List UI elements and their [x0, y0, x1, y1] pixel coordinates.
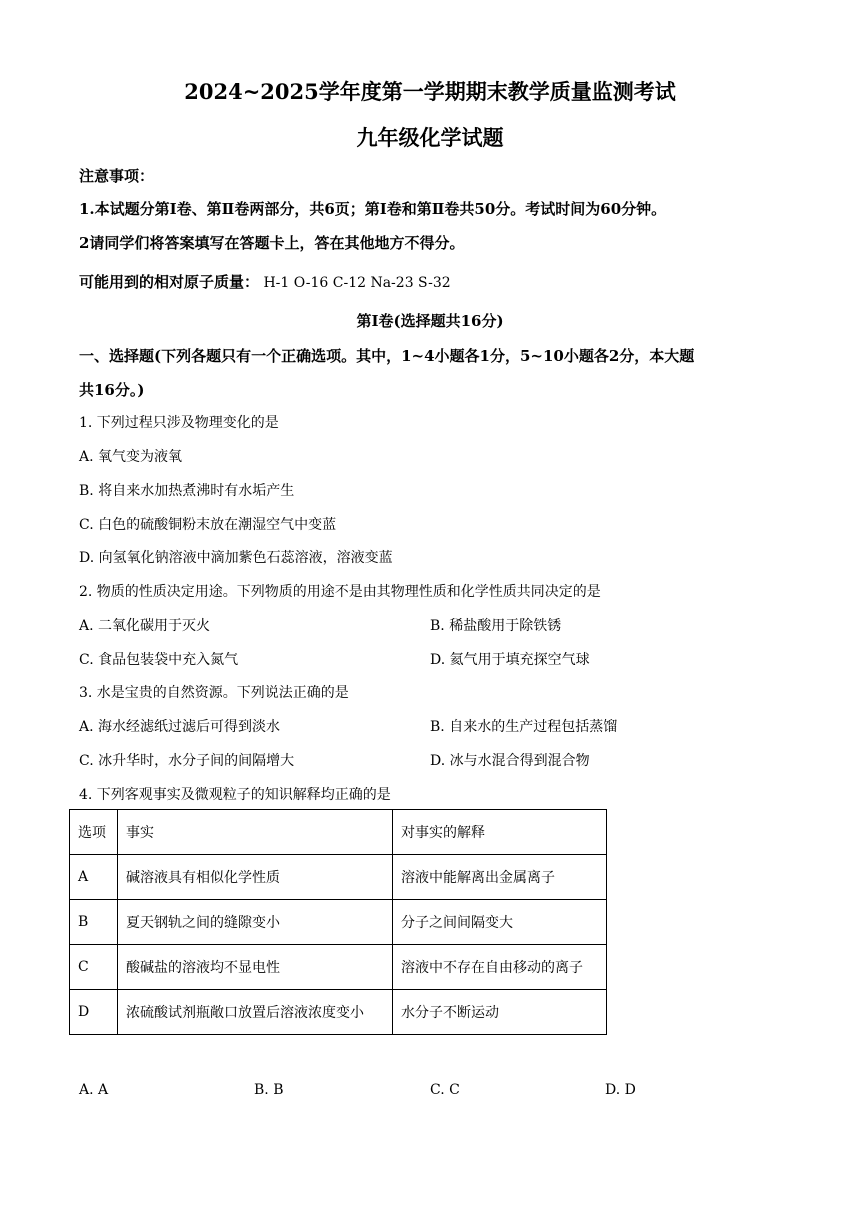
- table-header-cell: 选项: [70, 810, 118, 855]
- table-cell: A: [70, 855, 118, 900]
- table-cell: 夏天钢轨之间的缝隙变小: [118, 900, 393, 945]
- table-cell: C: [70, 945, 118, 990]
- table-header-row: [70, 810, 607, 855]
- q2-option-a: A. 二氧化碳用于灭火: [79, 618, 211, 634]
- q4-option-b: B. B: [254, 1082, 284, 1098]
- q1-option-b: B. 将自来水加热煮沸时有水垢产生: [79, 483, 295, 499]
- table-row: [70, 945, 607, 990]
- note-item-2: 2请同学们将答案填写在答题卡上，答在其他地方不得分。: [79, 234, 465, 252]
- q4-stem: 4. 下列客观事实及微观粒子的知识解释均正确的是: [79, 787, 391, 803]
- q3-option-a: A. 海水经滤纸过滤后可得到淡水: [79, 719, 281, 735]
- table-cell: 碱溶液具有相似化学性质: [118, 855, 393, 900]
- q1-option-d: D. 向氢氧化钠溶液中滴加紫色石蕊溶液，溶液变蓝: [79, 550, 393, 566]
- atomic-masses: [79, 271, 451, 292]
- q3-option-d: D. 冰与水混合得到混合物: [430, 753, 590, 769]
- table-row: [70, 855, 607, 900]
- table-cell: 水分子不断运动: [393, 990, 607, 1035]
- table-cell: 分子之间间隔变大: [393, 900, 607, 945]
- q1-stem: 1. 下列过程只涉及物理变化的是: [79, 415, 279, 431]
- section-instruction-line2: 共16分。): [79, 381, 145, 399]
- q4-option-a: A. A: [79, 1082, 109, 1098]
- table-row: [70, 990, 607, 1035]
- atomic-masses-label: 可能用到的相对原子质量：: [79, 273, 260, 291]
- exam-subtitle: 九年级化学试题: [356, 125, 504, 150]
- section-instruction-line1: 一、选择题(下列各题只有一个正确选项。其中，1~4小题各1分，5~10小题各2分，本大题: [79, 347, 695, 365]
- q2-stem: 2. 物质的性质决定用途。下列物质的用途不是由其物理性质和化学性质共同决定的是: [79, 584, 601, 600]
- q2-option-c: C. 食品包装袋中充入氮气: [79, 652, 239, 668]
- atomic-masses-values: H-1 O-16 C-12 Na-23 S-32: [263, 275, 451, 291]
- table-cell: 酸碱盐的溶液均不显电性: [118, 945, 393, 990]
- q3-stem: 3. 水是宝贵的自然资源。下列说法正确的是: [79, 685, 349, 701]
- q1-option-c: C. 白色的硫酸铜粉末放在潮湿空气中变蓝: [79, 517, 337, 533]
- q3-option-c: C. 冰升华时，水分子间的间隔增大: [79, 753, 295, 769]
- section-title: 第Ⅰ卷(选择题共16分): [356, 312, 504, 330]
- q4-option-c: C. C: [430, 1082, 460, 1098]
- q3-option-b: B. 自来水的生产过程包括蒸馏: [430, 719, 618, 735]
- notes-heading: 注意事项：: [79, 167, 155, 185]
- q2-option-b: B. 稀盐酸用于除铁锈: [430, 618, 562, 634]
- table-row: [70, 900, 607, 945]
- q1-option-a: A. 氧气变为液氧: [79, 449, 183, 465]
- table-cell: 浓硫酸试剂瓶敞口放置后溶液浓度变小: [118, 990, 393, 1035]
- q2-option-d: D. 氦气用于填充探空气球: [430, 652, 590, 668]
- note-item-1: 1.本试题分第Ⅰ卷、第Ⅱ卷两部分，共6页；第Ⅰ卷和第Ⅱ卷共50分。考试时间为60分钟。: [79, 200, 667, 218]
- table-cell: B: [70, 900, 118, 945]
- exam-title: 2024~2025学年度第一学期期末教学质量监测考试: [184, 79, 676, 104]
- q4-option-d: D. D: [605, 1082, 636, 1098]
- table-header-cell: 对事实的解释: [393, 810, 607, 855]
- table-cell: 溶液中不存在自由移动的离子: [393, 945, 607, 990]
- table-header-cell: 事实: [118, 810, 393, 855]
- q4-table: [69, 809, 607, 1035]
- table-cell: D: [70, 990, 118, 1035]
- table-cell: 溶液中能解离出金属离子: [393, 855, 607, 900]
